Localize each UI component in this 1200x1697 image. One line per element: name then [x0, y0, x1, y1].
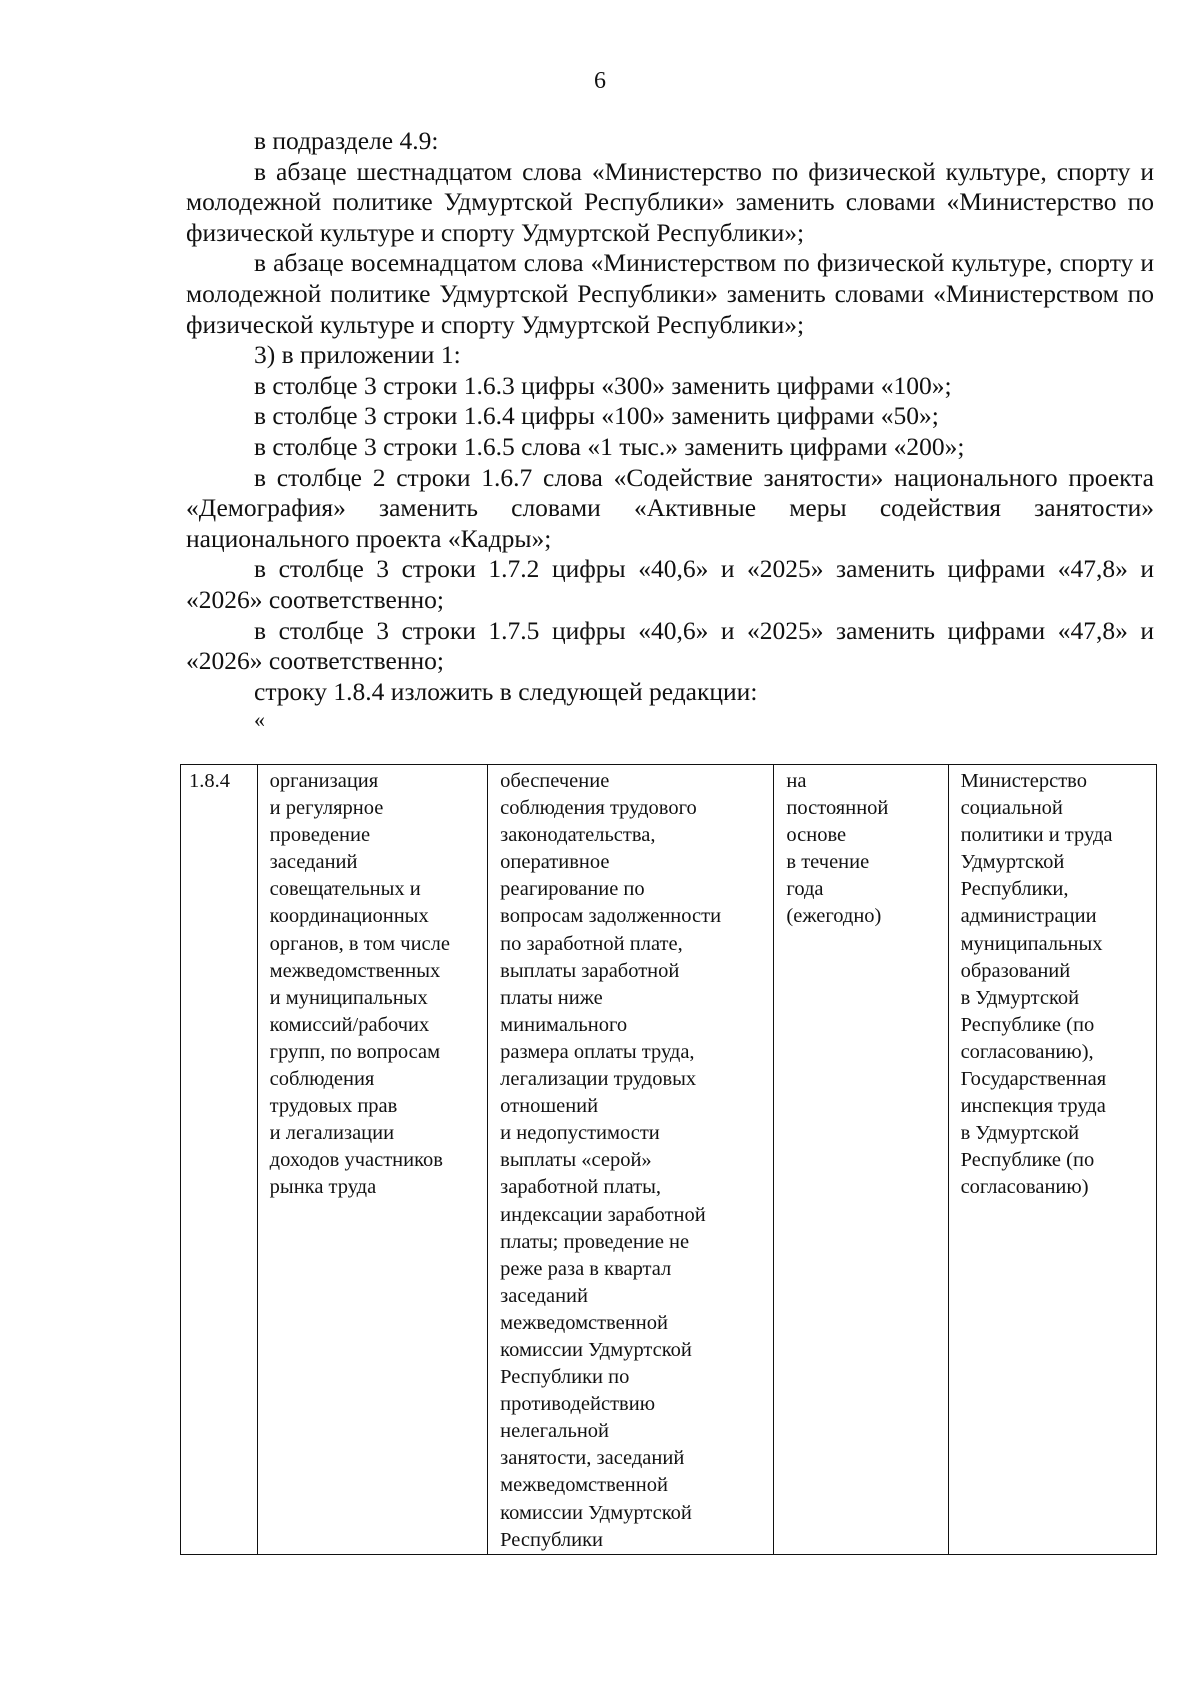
row-number: 1.8.4	[189, 770, 230, 792]
paragraph-row-1-7-2: в столбце 3 строки 1.7.2 цифры «40,6» и «2025» заменить цифрами «47,8» и «2026» соответственно;	[186, 554, 1154, 614]
cell-line: образований	[960, 959, 1071, 982]
cell-line: и регулярное	[269, 797, 384, 820]
cell-line: согласованию),	[960, 1040, 1094, 1063]
paragraph-sixteenth-abzac: в абзаце шестнадцатом слова «Министерство по физической культуре, спорту и молодежной политике Удмуртской Республики» заменить словами «Министерство по физической культуре и спорту Удмуртской Республики»;	[186, 156, 1154, 247]
cell-line: и недопустимости	[500, 1122, 660, 1145]
cell-line: в течение	[786, 851, 870, 874]
cell-line: и муниципальных	[269, 986, 428, 1009]
cell-line: комиссии Удмуртской	[500, 1338, 692, 1361]
cell-line: межведомственных	[269, 959, 441, 982]
row-number-cell	[181, 765, 258, 1555]
cell-line: года	[786, 878, 824, 901]
cell-line: заседаний	[269, 851, 358, 874]
cell-line: вопросам задолженности	[500, 905, 722, 928]
cell-line: соблюдения трудового	[500, 797, 697, 820]
cell-line: платы; проведение не	[500, 1230, 690, 1253]
page-number: 6	[594, 68, 606, 94]
cell-line: Республике (по	[960, 1149, 1095, 1172]
cell-line: комиссий/рабочих	[269, 1013, 430, 1036]
cell-line: Республики	[500, 1528, 604, 1551]
cell-line: выплаты «серой»	[500, 1149, 652, 1172]
cell-line: органов, в том числе	[269, 932, 450, 955]
cell-line: занятости, заседаний	[500, 1447, 685, 1470]
cell-line: политики и труда	[960, 824, 1113, 847]
paragraph-subsection-4-9: в подразделе 4.9:	[254, 126, 439, 155]
cell-line: отношений	[500, 1095, 599, 1118]
cell-line: доходов участников	[269, 1149, 443, 1172]
paragraph-eighteenth-abzac: в абзаце восемнадцатом слова «Министерством по физической культуре, спорту и молодежной политике Удмуртской Республики» заменить словами «Министерством по физической культуре и спорту Удмуртской Республики»;	[186, 248, 1154, 339]
cell-line: индексации заработной	[500, 1203, 706, 1226]
cell-line: основе	[786, 824, 847, 847]
cell-line: Государственная	[960, 1068, 1107, 1091]
cell-line: нелегальной	[500, 1420, 610, 1443]
cell-line: легализации трудовых	[500, 1068, 697, 1091]
cell-line: координационных	[269, 905, 429, 928]
cell-line: заработной платы,	[500, 1176, 662, 1199]
cell-line: трудовых прав	[269, 1095, 398, 1118]
table-row	[181, 765, 1157, 1555]
cell-line: (ежегодно)	[786, 905, 882, 928]
cell-line: реагирование по	[500, 878, 645, 901]
paragraph-row-1-6-3: в столбце 3 строки 1.6.3 цифры «300» заменить цифрами «100»;	[254, 370, 952, 400]
cell-line: Республике (по	[960, 1013, 1095, 1036]
cell-line: комиссии Удмуртской	[500, 1501, 692, 1524]
paragraph-row-1-6-5: в столбце 3 строки 1.6.5 слова «1 тыс.» заменить цифрами «200»;	[254, 431, 965, 461]
cell-line: Республики,	[960, 878, 1069, 901]
cell-line: обеспечение	[500, 770, 610, 792]
cell-line: Министерство	[960, 770, 1087, 792]
cell-line: в Удмуртской	[960, 1122, 1080, 1145]
opening-quote-mark: «	[254, 707, 265, 733]
cell-line: администрации	[960, 905, 1097, 928]
responsible-cell	[948, 765, 1156, 1555]
cell-line: инспекция труда	[960, 1095, 1106, 1118]
cell-line: противодействию	[500, 1393, 656, 1416]
cell-line: по заработной плате,	[500, 932, 683, 955]
cell-line: социальной	[960, 797, 1063, 820]
cell-line: муниципальных	[960, 932, 1103, 955]
document-body	[186, 126, 1154, 733]
cell-line: межведомственной	[500, 1311, 668, 1334]
cell-line: минимального	[500, 1013, 628, 1036]
paragraph-appendix-1: 3) в приложении 1:	[254, 340, 461, 370]
cell-line: выплаты заработной	[500, 959, 680, 982]
cell-line: реже раза в квартал	[500, 1257, 672, 1280]
term-cell	[774, 765, 948, 1555]
cell-line: в Удмуртской	[960, 986, 1080, 1009]
paragraph-row-1-6-4: в столбце 3 строки 1.6.4 цифры «100» заменить цифрами «50»;	[254, 401, 939, 431]
paragraph-row-1-6-7: в столбце 2 строки 1.6.7 слова «Содействие занятости» национального проекта «Демография» заменить словами «Активные меры содействия занятости» национального проекта «Кадры»;	[186, 462, 1154, 553]
cell-line: и легализации	[269, 1122, 395, 1145]
cell-line: организация	[269, 770, 379, 792]
paragraph-row-1-7-5: в столбце 3 строки 1.7.5 цифры «40,6» и «2025» заменить цифрами «47,8» и «2026» соответственно;	[186, 615, 1154, 676]
result-cell	[488, 765, 774, 1555]
activity-cell	[257, 765, 488, 1555]
cell-line: законодательства,	[500, 824, 656, 847]
paragraph-row-1-8-4-intro: строку 1.8.4 изложить в следующей редакции:	[254, 676, 758, 706]
cell-line: оперативное	[500, 851, 610, 874]
cell-line: групп, по вопросам	[269, 1040, 441, 1063]
cell-line: платы ниже	[500, 986, 603, 1009]
cell-line: совещательных и	[269, 878, 421, 901]
cell-line: проведение	[269, 824, 371, 847]
cell-line: заседаний	[500, 1284, 588, 1307]
cell-line: Удмуртской	[960, 851, 1065, 874]
cell-line: соблюдения	[269, 1068, 375, 1091]
cell-line: на	[786, 770, 807, 792]
amendment-table	[180, 764, 1157, 1555]
cell-line: постоянной	[786, 797, 889, 820]
cell-line: межведомственной	[500, 1474, 668, 1497]
cell-line: размера оплаты труда,	[500, 1040, 695, 1063]
cell-line: согласованию)	[960, 1176, 1089, 1199]
cell-line: рынка труда	[269, 1176, 377, 1199]
cell-line: Республики по	[500, 1366, 630, 1389]
